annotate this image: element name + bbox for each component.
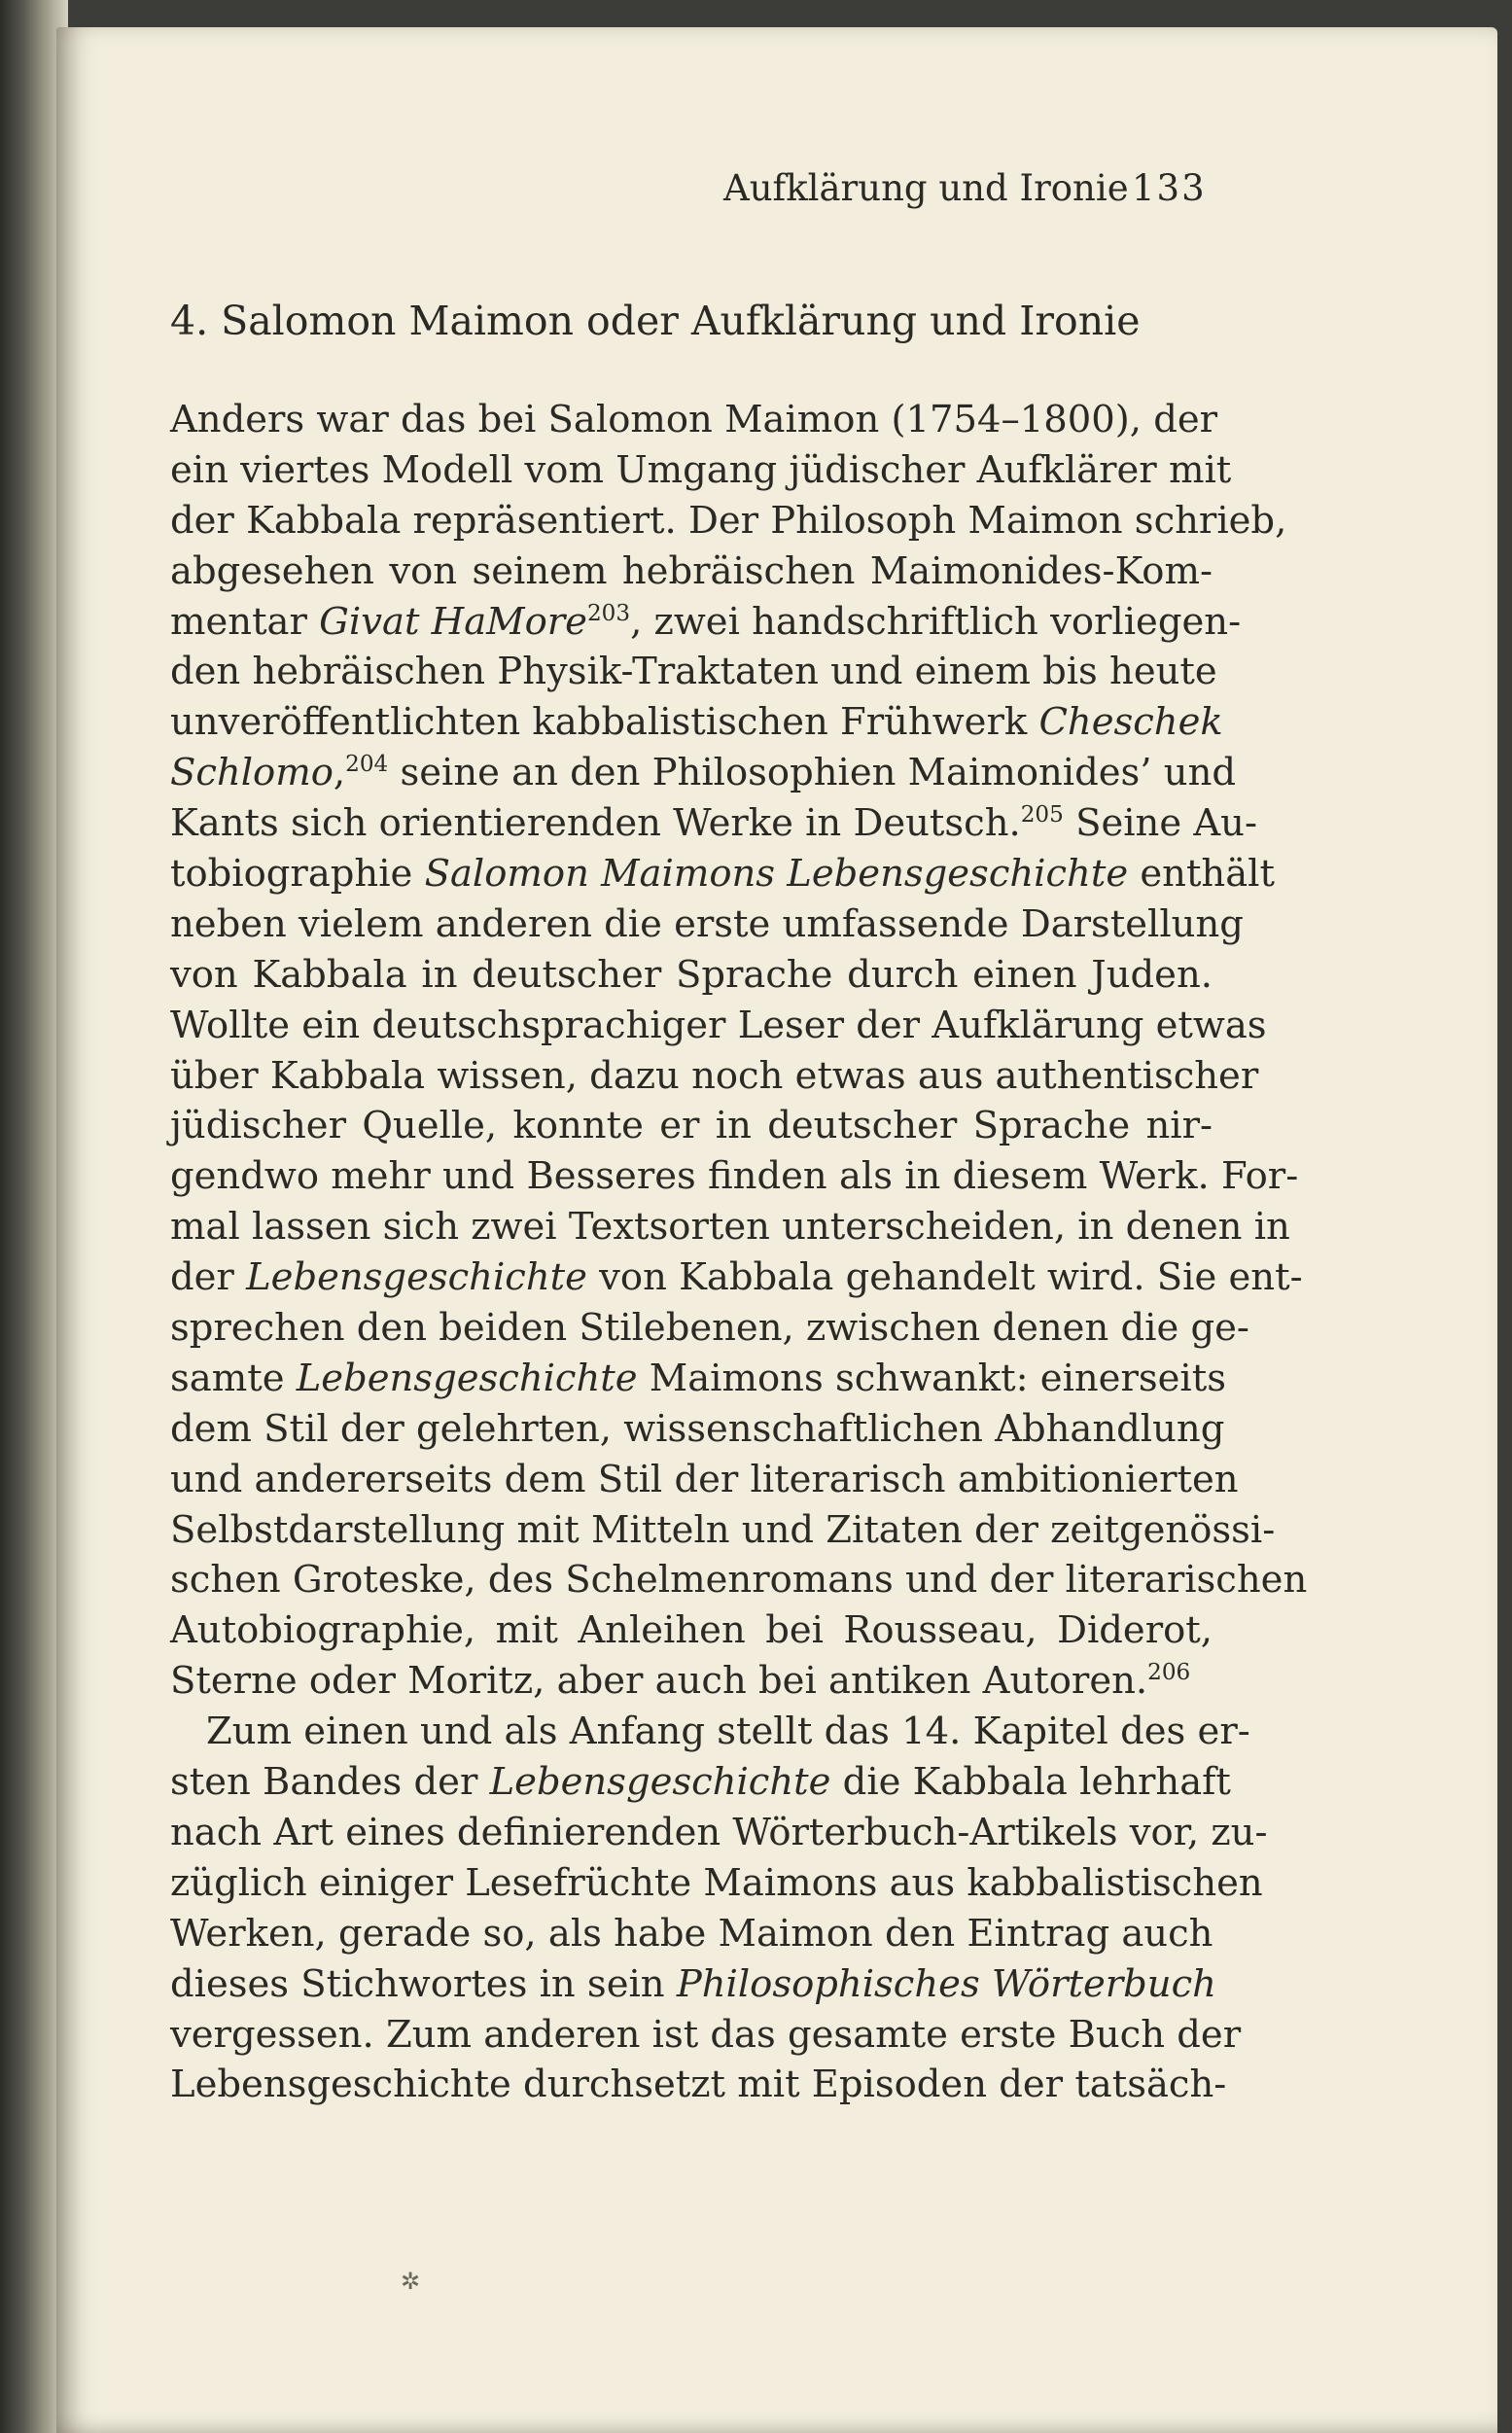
text-line: vergessen. Zum anderen ist das gesamte erste Buch der [170,2012,1242,2057]
text-line: Anders war das bei Salomon Maimon (1754–1800), der [170,398,1218,441]
text-line: abgesehen von seinem hebräischen Maimonides-Kom- [170,548,1213,593]
title-cheschek: Cheschek [1038,700,1223,745]
title-givat-hamore: Givat HaMore [319,599,587,644]
text-line: Wollte ein deutschsprachiger Leser der Aufklärung etwas [170,1003,1267,1047]
text-line: dem Stil der gelehrten, wissenschaftlichen Abhandlung [170,1406,1225,1451]
text-line: mentar Givat HaMore$^{203}$, zwei handschriftlich vorliegen- [170,599,1242,644]
footnote-ref-206: 206 [1147,1660,1191,1686]
page-number: 133 [1132,167,1207,209]
text-line: Autobiographie, mit Anleihen bei Rousseau, Diderot, [170,1608,1213,1653]
text-line: Schlomo,$^{204}$ seine an den Philosophien Maimonides’ und [170,751,1237,795]
running-head-title: Aufklärung und Ironie [723,167,1129,209]
text-line: sprechen den beiden Stilebenen, zwischen denen die ge- [170,1306,1249,1351]
text-line: unveröffentlichten kabbalistischen Frühwerk Cheschek [170,700,1223,745]
text-line: dieses Stichwortes in sein Philosophisches Wörterbuch [170,1961,1216,2006]
text-line: sten Bandes der Lebensgeschichte die Kabbala lehrhaft [170,1760,1231,1805]
text-line: Kants sich orientierenden Werke in Deutsch.$^{205}$ Seine Au- [170,801,1257,846]
text-line: samte Lebensgeschichte Maimons schwankt: einerseits [170,1356,1226,1400]
title-schlomo: Schlomo [170,751,334,795]
text-line: jüdischer Quelle, konnte er in deutscher Sprache nir- [170,1104,1213,1148]
title-lebensgeschichte: Lebensgeschichte [296,1356,638,1400]
text-line: der Kabbala repräsentiert. Der Philosoph Maimon schrieb, [170,498,1287,543]
text-line: nach Art eines definierenden Wörterbuch-Artikels vor, zu- [170,1810,1268,1854]
text-line: züglich einiger Lesefrüchte Maimons aus kabbalistischen [170,1860,1263,1905]
text-line: von Kabbala in deutscher Sprache durch einen Juden. [170,952,1213,997]
title-lebensgeschichte: Lebensgeschichte [246,1255,587,1300]
text-line: tobiographie Salomon Maimons Lebensgeschichte enthält [170,852,1275,897]
text-line: der Lebensgeschichte von Kabbala gehandelt wird. Sie ent- [170,1255,1303,1300]
title-philosophisches-woerterbuch: Philosophisches Wörterbuch [676,1961,1216,2006]
title-lebensgeschichte: Salomon Maimons Lebensgeschichte [424,852,1129,897]
running-head [723,167,1210,216]
text-line: ein viertes Modell vom Umgang jüdischer Aufklärer mit [170,447,1232,492]
title-lebensgeschichte: Lebensgeschichte [489,1760,831,1805]
text-line: und andererseits dem Stil der literarisch ambitionierten [170,1457,1239,1501]
text-line: Lebensgeschichte durchsetzt mit Episoden der tatsäch- [170,2063,1227,2107]
body-text [170,395,1308,2110]
footnote-ref-205: 205 [1020,802,1064,829]
section-heading: 4. Salomon Maimon oder Aufklärung und Ironie [170,298,1141,344]
text-line: neben vielem anderen die erste umfassende Darstellung [170,901,1244,946]
text-line: Zum einen und als Anfang stellt das 14. Kapitel des er- [206,1710,1250,1754]
footnote-ref-204: 204 [345,752,389,778]
text-line: Sterne oder Moritz, aber auch bei antiken Autoren.$^{206}$ [170,1659,1191,1704]
text-line: schen Groteske, des Schelmenromans und der literarischen [170,1558,1308,1603]
footnote-ref-203: 203 [586,600,631,626]
printer-mark-icon: ✲ [401,2268,421,2295]
text-line: mal lassen sich zwei Textsorten unterscheiden, in denen in [170,1205,1290,1250]
text-line: den hebräischen Physik-Traktaten und einem bis heute [170,650,1217,694]
text-line: über Kabbala wissen, dazu noch etwas aus authentischer [170,1053,1259,1098]
text-line: Selbstdarstellung mit Mitteln und Zitaten der zeitgenössi- [170,1507,1276,1552]
text-line: Werken, gerade so, als habe Maimon den Eintrag auch [170,1911,1213,1956]
text-line: gendwo mehr und Besseres finden als in diesem Werk. For- [170,1154,1299,1199]
